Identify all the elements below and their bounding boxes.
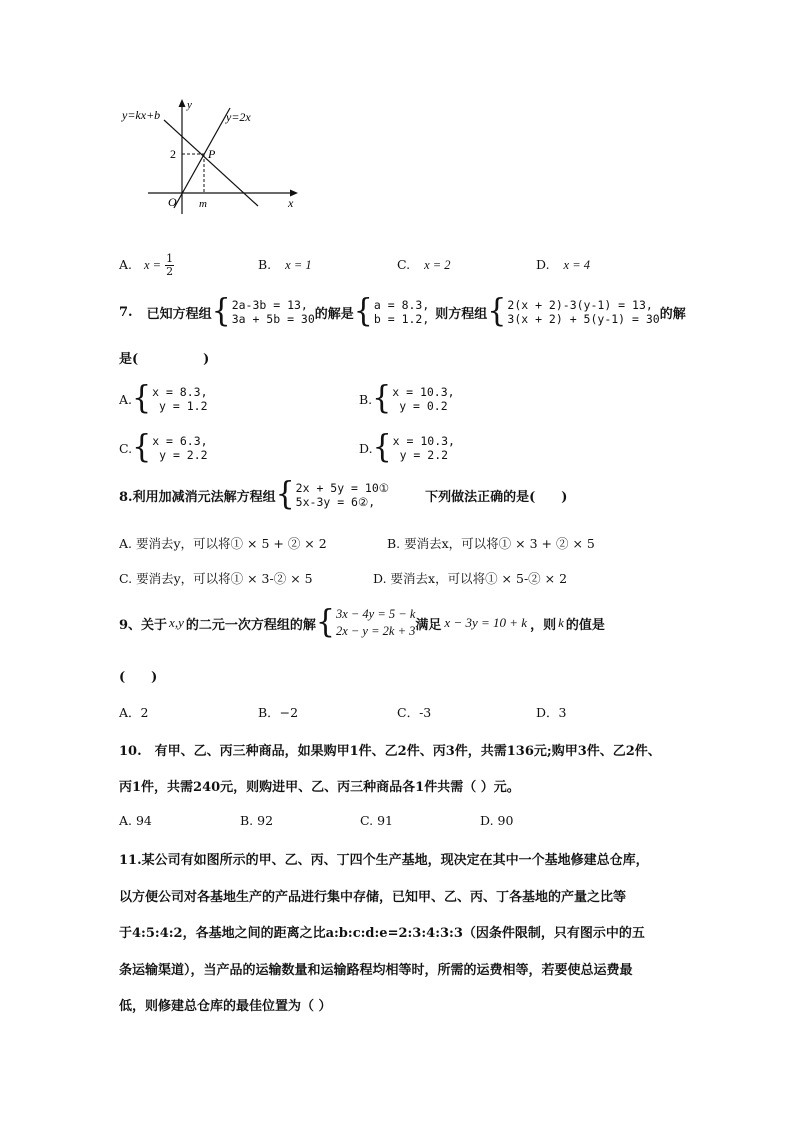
question-7-line1: 7. 已知方程组 { 2a-3b = 13, 3a + 5b = 30 的解是 { a = 8.3, b = 1.2, 则方程组 { 2(x + 2)-3(y-1) = 13, 3(x + 2) + 5(y-1) = 30 的解 <box>119 293 686 330</box>
label-y-tick: 2 <box>170 147 176 161</box>
q9-option-b[interactable]: B．−2 <box>258 705 299 720</box>
question-7-line2: 是( ) <box>119 352 210 367</box>
fraction: $\frac{1}{2}$ <box>166 252 174 278</box>
question-11-line1: 11.某公司有如图所示的甲、乙、丙、丁四个生产基地，现决定在其中一个基地修建总仓库， <box>119 853 649 868</box>
q8-option-c[interactable]: C. 要消去y，可以将① × 3-② × 5 <box>119 571 313 586</box>
question-9-paren: ( ) <box>119 670 158 685</box>
label-line2: y=2x <box>226 110 251 124</box>
question-9: 9、关于 x,y 的二元一次方程组的解 { 3x − 4y = 5 − k 2x − y = 2k + 3 满足 x − 3y = 10 + k ，则 k 的值是 <box>119 604 605 641</box>
q9-option-a[interactable]: A．2 <box>119 705 149 720</box>
q10-option-d[interactable]: D. 90 <box>480 813 514 828</box>
question-11-line3: 于4:5:4:2，各基地之间的距离之比a:b:c:d:e=2:3:4:3:3（因条件限制，只有图示中的五 <box>119 926 645 941</box>
label-origin: O <box>168 195 177 209</box>
q8-option-b[interactable]: B. 要消去x，可以将① × 3 + ② × 5 <box>387 536 595 551</box>
q6-option-a[interactable]: A. x = $\frac{1}{2}$ <box>119 252 174 278</box>
q10-option-a[interactable]: A. 94 <box>119 813 152 828</box>
q8-option-a[interactable]: A. 要消去y，可以将① × 5 + ② × 2 <box>119 536 327 551</box>
q6-option-c[interactable]: C. x = 2 <box>397 257 451 272</box>
question-10-line2: 丙1件，共需240元，则购进甲、乙、丙三种商品各1件共需（ ）元。 <box>119 780 520 795</box>
q6-option-d[interactable]: D. x = 4 <box>536 257 591 272</box>
q9-option-d[interactable]: D．3 <box>536 705 567 720</box>
q7-option-b[interactable]: B. { x = 10.3, y = 0.2 <box>359 380 455 417</box>
function-graph <box>118 92 308 217</box>
q10-option-c[interactable]: C. 91 <box>360 813 393 828</box>
q7-option-a[interactable]: A. { x = 8.3, y = 1.2 <box>119 380 208 417</box>
question-10-line1: 10. 有甲、乙、丙三种商品，如果购甲1件、乙2件、丙3件，共需136元;购甲3件、乙2件、 <box>119 744 661 759</box>
y-axis-arrow <box>179 99 186 107</box>
question-11-line4: 条运输渠道），当产品的运输数量和运输路程均相等时，所需的运费相等，若要使总运费最 <box>119 963 633 978</box>
question-11-line5: 低，则修建总仓库的最佳位置为（ ） <box>119 999 332 1014</box>
question-8: 8.利用加减消元法解方程组 { 2x + 5y = 10① 5x-3y = 6②, 下列做法正确的是( ) <box>119 476 568 513</box>
label-y-axis: y <box>187 99 192 111</box>
q10-option-b[interactable]: B. 92 <box>240 813 274 828</box>
q8-option-d[interactable]: D. 要消去x，可以将① × 5-② × 2 <box>373 571 568 586</box>
q7-option-d[interactable]: D. { x = 10.3, y = 2.2 <box>359 429 455 466</box>
q6-option-b[interactable]: B. x = 1 <box>258 257 312 272</box>
q7-option-c[interactable]: C. { x = 6.3, y = 2.2 <box>119 429 208 466</box>
system-q9: { 3x − 4y = 5 − k 2x − y = 2k + 3 <box>315 604 416 641</box>
solution-1: { a = 8.3, b = 1.2, <box>353 293 430 330</box>
label-line1: y=kx+b <box>122 108 161 122</box>
system-1: { 2a-3b = 13, 3a + 5b = 30 <box>211 293 315 330</box>
label-x-tick: m <box>199 198 207 210</box>
label-point-p: P <box>208 147 216 161</box>
question-11-line2: 以方便公司对各基地生产的产品进行集中存储，已知甲、乙、丙、丁各基地的产量之比等 <box>119 890 627 905</box>
system-q8: { 2x + 5y = 10① 5x-3y = 6②, <box>275 476 390 513</box>
q9-option-c[interactable]: C．-3 <box>397 705 432 720</box>
label-x-axis: x <box>288 196 294 210</box>
system-2: { 2(x + 2)-3(y-1) = 13, 3(x + 2) + 5(y-1) = 30 <box>487 293 660 330</box>
